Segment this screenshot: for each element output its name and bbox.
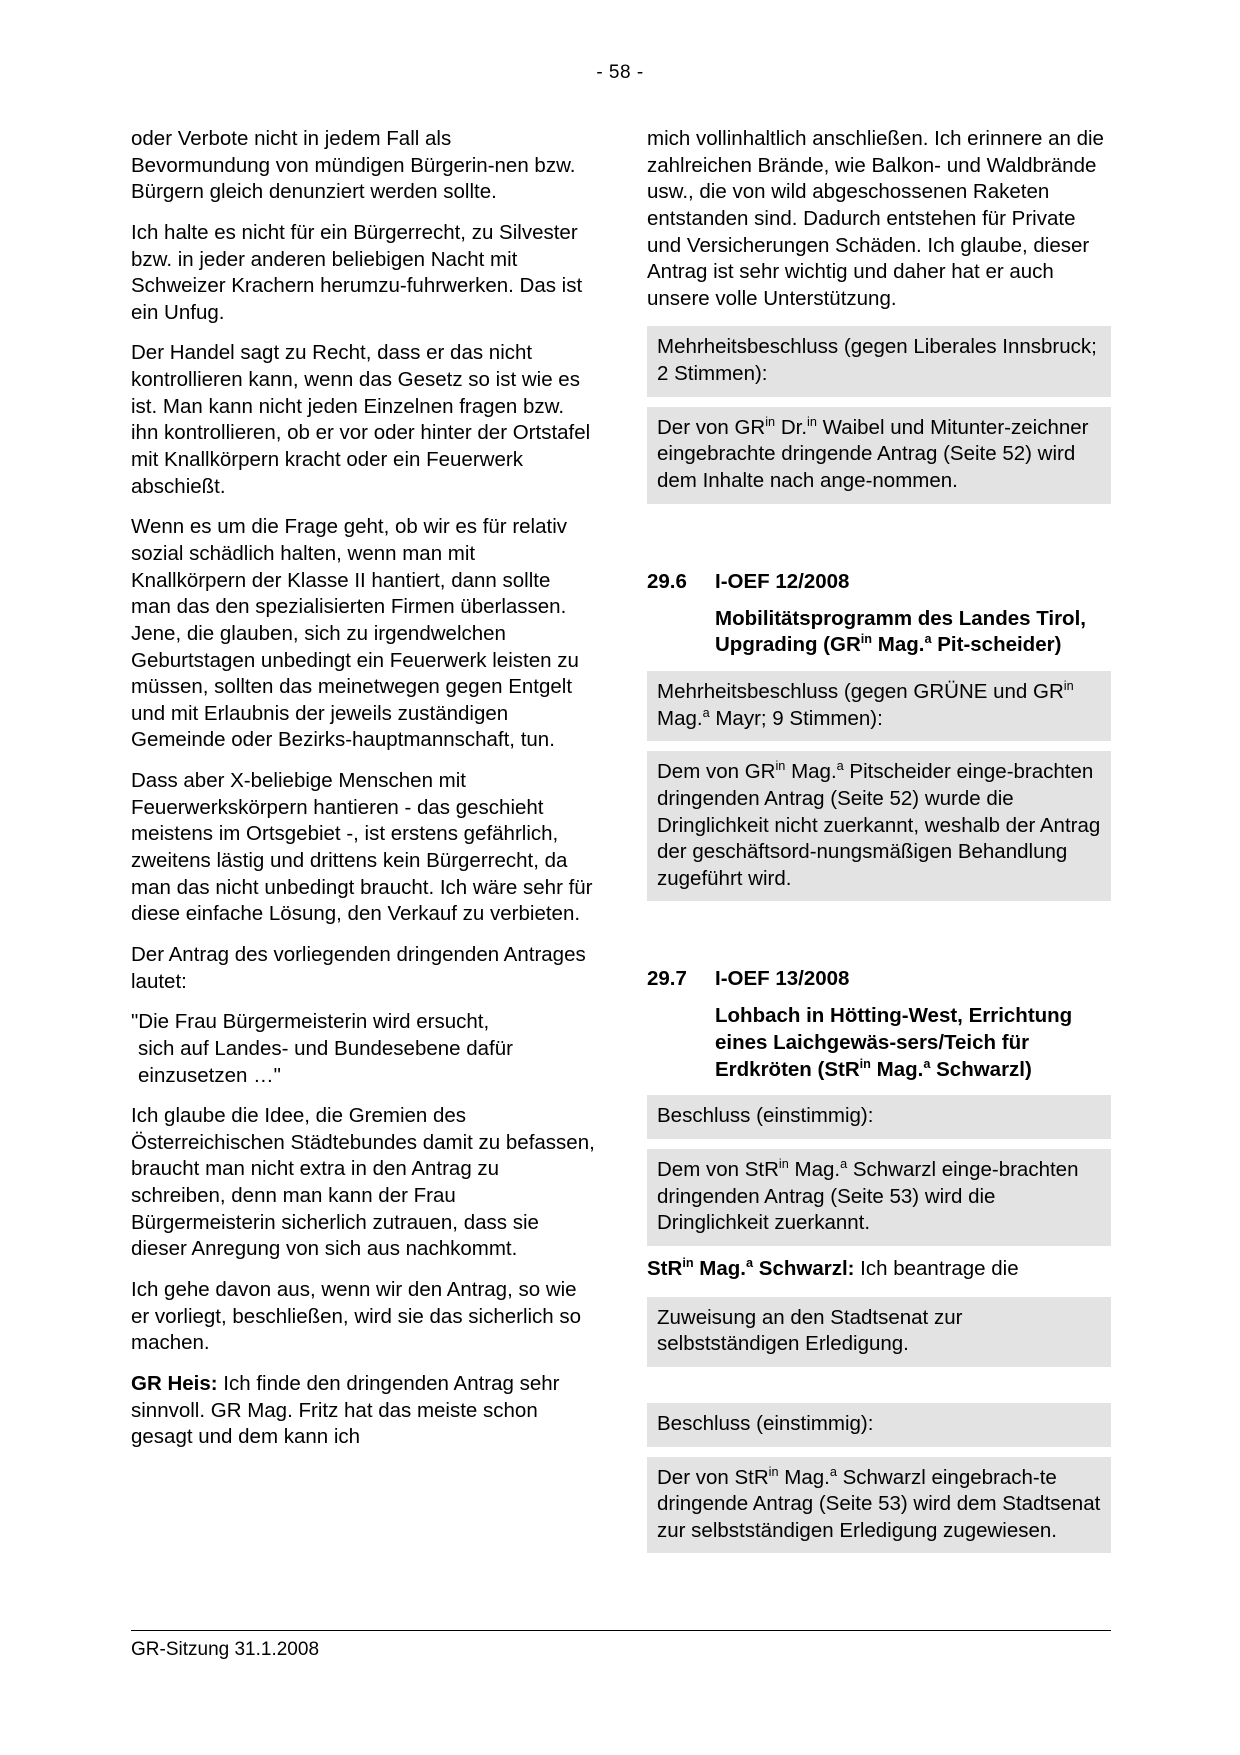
superscript: a bbox=[829, 1463, 837, 1479]
text-part: Mag. bbox=[693, 1256, 747, 1280]
quote-line-3: einzusetzen …" bbox=[138, 1063, 281, 1087]
text-part: Mag. bbox=[778, 1465, 830, 1489]
text-part: Dr. bbox=[775, 415, 808, 439]
decision-block-body bbox=[647, 1457, 1111, 1554]
text-part: Schwarzl: bbox=[753, 1256, 855, 1280]
paragraph: Ich gehe davon aus, wenn wir den Antrag, so wie er vorliegt, beschließen, wird sie das sicherlich so machen. bbox=[131, 1277, 582, 1355]
text-part: Dem von GR bbox=[657, 760, 776, 784]
footer-divider bbox=[131, 1630, 1111, 1631]
text-part: Mag. bbox=[788, 1158, 841, 1182]
page-number: - 58 - bbox=[596, 62, 644, 83]
two-column-body bbox=[131, 126, 1111, 1563]
superscript: a bbox=[702, 704, 710, 720]
motion-quote bbox=[131, 1009, 595, 1089]
decision-block-label bbox=[647, 671, 1111, 741]
right-column bbox=[647, 126, 1111, 1563]
section-subtitle-29-7 bbox=[715, 1003, 1111, 1083]
decision-block-body bbox=[647, 1149, 1111, 1246]
superscript: a bbox=[840, 1156, 848, 1172]
superscript: in bbox=[682, 1255, 694, 1271]
text-part: Mag. bbox=[872, 633, 925, 657]
spacer bbox=[647, 911, 1111, 937]
speaker-name bbox=[647, 1257, 854, 1280]
text-part: Lohbach in Hötting-West, Errichtung eines Laichgewäs-sers/Teich für Erdkröten (StR bbox=[715, 1004, 1073, 1081]
quote-line-2: sich auf Landes- und Bundesebene dafür bbox=[138, 1036, 513, 1060]
text-part: Mehrheitsbeschluss (gegen GRÜNE und GR bbox=[657, 679, 1064, 703]
section-number: 29.7 bbox=[647, 967, 687, 991]
superscript: a bbox=[746, 1255, 754, 1271]
speaker-text: Ich finde den dringenden Antrag sehr sinnvoll. GR Mag. Fritz hat das meiste schon gesagt und dem kann ich bbox=[131, 1371, 560, 1449]
decision-block-body bbox=[647, 407, 1111, 504]
superscript: in bbox=[768, 1463, 779, 1479]
text-part: Mag. bbox=[657, 706, 703, 730]
section-number: 29.6 bbox=[647, 569, 687, 593]
quote-line-1: "Die Frau Bürgermeisterin wird ersucht, bbox=[131, 1010, 490, 1034]
section-subtitle-29-6 bbox=[715, 606, 1111, 659]
superscript: in bbox=[775, 758, 786, 774]
text-part: Mag. bbox=[870, 1057, 924, 1081]
text-part: Mag. bbox=[785, 760, 837, 784]
section-heading-29-7 bbox=[647, 967, 1111, 991]
text-part: Schwarzl) bbox=[930, 1057, 1032, 1081]
speaker-paragraph bbox=[131, 1371, 595, 1451]
text-part: Dem von StR bbox=[657, 1158, 779, 1182]
text-part: Mobilitätsprogramm des Landes Tirol, Upgrading (GR bbox=[715, 606, 1086, 657]
text-part: Pit-scheider) bbox=[931, 633, 1062, 657]
paragraph: oder Verbote nicht in jedem Fall als Bevormundung von mündigen Bürgerin-nen bzw. Bürgern gleich denunziert werden sollte. bbox=[131, 127, 576, 204]
text-part: Pitscheider einge-brachten dringenden Antrag (Seite 52) wurde die Dringlichkeit nicht zuerkannt, weshalb der Antrag der geschäftsord-nungsmäßigen Behandlung zugeführt wird. bbox=[657, 760, 1101, 890]
section-title: I-OEF 12/2008 bbox=[715, 569, 850, 593]
superscript: in bbox=[1063, 678, 1074, 694]
decision-block-body bbox=[647, 751, 1111, 901]
paragraph: Dass aber X-beliebige Menschen mit Feuerwerkskörpern hantieren - das geschieht meistens im Ortsgebiet -, ist erstens gefährlich, zweitens lästig und drittens kein Bürgerrecht, da man das nicht unbedingt braucht. Ich wäre sehr für diese einfache Lösung, den Verkauf zu verbieten. bbox=[131, 769, 593, 926]
speaker-paragraph bbox=[647, 1256, 1111, 1283]
spacer bbox=[647, 1377, 1111, 1403]
left-column bbox=[131, 126, 595, 1563]
paragraph: Wenn es um die Frage geht, ob wir es für relativ sozial schädlich halten, wenn man mit Knallkörpern der Klasse II hantiert, dann sollte man das den spezialisierten Firmen überlassen. Jene, die glauben, sich zu irgendwelchen Geburtstagen unbedingt ein Feuerwerk leisten zu müssen, sollten das meinetwegen gegen Entgelt und mit Erlaubnis der jeweils zuständigen Gemeinde oder Bezirks-hauptmannschaft, tun. bbox=[131, 515, 579, 752]
decision-block-label: Mehrheitsbeschluss (gegen Liberales Innsbruck; 2 Stimmen): bbox=[647, 326, 1111, 396]
superscript: a bbox=[924, 631, 932, 647]
footer-text: GR-Sitzung 31.1.2008 bbox=[131, 1639, 320, 1660]
section-heading-29-6 bbox=[647, 570, 1111, 594]
text-part: Waibel und Mitunter-zeichner eingebrachte dringende Antrag (Seite 52) wird dem Inhalte nach ange-nommen. bbox=[657, 415, 1089, 493]
superscript: in bbox=[859, 1055, 871, 1071]
spacer bbox=[647, 514, 1111, 540]
paragraph: mich vollinhaltlich anschließen. Ich erinnere an die zahlreichen Brände, wie Balkon- und Waldbrände usw., die von wild abgeschossenen Raketen entstanden sind. Dadurch entstehen für Private und Versicherungen Schäden. Ich glaube, dieser Antrag ist sehr wichtig und daher hat er auch unsere volle Unterstützung. bbox=[647, 127, 1104, 310]
superscript: in bbox=[807, 413, 817, 429]
superscript: in bbox=[860, 631, 873, 647]
section-title: I-OEF 13/2008 bbox=[715, 967, 850, 991]
superscript: a bbox=[923, 1055, 931, 1071]
paragraph: Der Antrag des vorliegenden dringenden Antrages lautet: bbox=[131, 942, 586, 993]
text-part: Mayr; 9 Stimmen): bbox=[709, 706, 883, 730]
superscript: in bbox=[778, 1156, 789, 1172]
paragraph: Der Handel sagt zu Recht, dass er das nicht kontrollieren kann, wenn das Gesetz so ist wie es ist. Man kann nicht jeden Einzelnen fragen bzw. ihn kontrollieren, ob er vor oder hinter der Ortstafel mit Knallkörpern kracht oder ein Feuerwerk abschießt. bbox=[131, 341, 591, 498]
speaker-name: GR Heis: bbox=[131, 1371, 218, 1395]
text-part: Der von GR bbox=[657, 415, 766, 439]
text-part: Schwarzl einge-brachten dringenden Antrag (Seite 53) wird die Dringlichkeit zuerkannt. bbox=[657, 1158, 1079, 1235]
text-part: Der von StR bbox=[657, 1465, 769, 1489]
paragraph: Ich glaube die Idee, die Gremien des Österreichischen Städtebundes damit zu befassen, braucht man nicht extra in den Antrag zu schreiben, denn man kann der Frau Bürgermeisterin sicherlich zutrauen, dass sie dieser Anregung von sich aus nachkommt. bbox=[131, 1104, 595, 1261]
superscript: a bbox=[836, 758, 844, 774]
decision-block-label: Beschluss (einstimmig): bbox=[647, 1095, 1111, 1139]
superscript: in bbox=[765, 413, 776, 429]
paragraph: Ich halte es nicht für ein Bürgerrecht, zu Silvester bzw. in jeder anderen beliebigen Nacht mit Schweizer Krachern herumzu-fuhrwerken. Das ist ein Unfug. bbox=[131, 220, 583, 324]
motion-block: Zuweisung an den Stadtsenat zur selbstständigen Erledigung. bbox=[647, 1297, 1111, 1367]
text-part: Schwarzl eingebrach-te dringende Antrag (Seite 53) wird dem Stadtsenat zur selbstständigen Erledigung zugewiesen. bbox=[657, 1465, 1101, 1542]
speaker-text: Ich beantrage die bbox=[854, 1256, 1019, 1280]
decision-block-label: Beschluss (einstimmig): bbox=[647, 1403, 1111, 1447]
text-part: StR bbox=[647, 1256, 683, 1280]
